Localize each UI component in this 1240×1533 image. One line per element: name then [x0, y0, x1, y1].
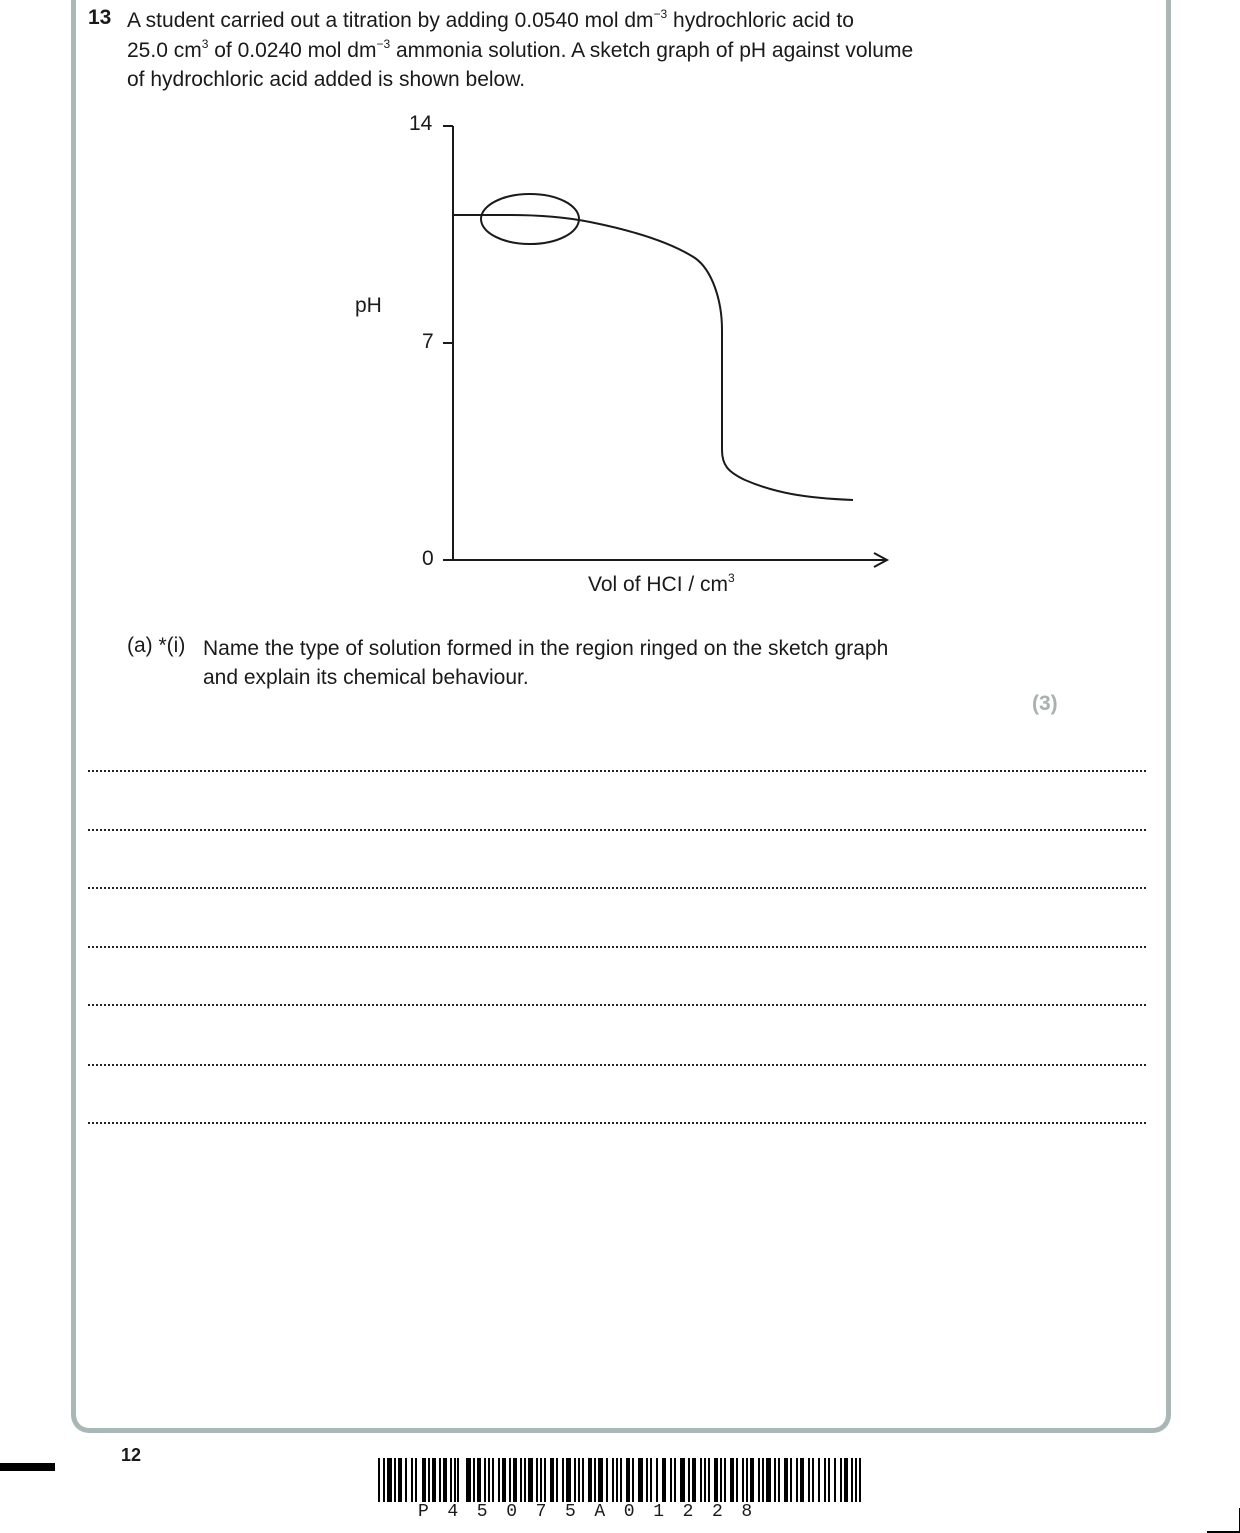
page-number: 12 [121, 1445, 142, 1465]
y-tick-0: 0 [422, 547, 434, 570]
answer-line-4[interactable] [88, 946, 1146, 948]
y-tick-14: 14 [409, 112, 433, 135]
answer-line-3[interactable] [88, 887, 1146, 889]
question-number: 13 [88, 6, 112, 29]
margin-mark [0, 1463, 55, 1471]
marks-allocation: (3) [1032, 692, 1058, 715]
answer-line-2[interactable] [88, 829, 1146, 831]
answer-line-5[interactable] [88, 1004, 1146, 1006]
stem-line-2: 25.0 $cm^3$ of 0.0240 mol $dm^{-3}$ ammonia solution. A sketch graph of pH against volume [127, 36, 914, 62]
stem-line-1: A student carried out a titration by adding 0.0540 mol $dm^{-3}$ hydrochloric acid to [127, 7, 854, 32]
answer-line-7[interactable] [88, 1122, 1146, 1124]
answer-box-frame [71, 0, 1171, 1433]
question-stem [127, 6, 1047, 95]
y-axis-label: pH [355, 294, 382, 317]
x-axis-label: Vol of HCI / $cm^3$ [588, 571, 735, 596]
part-question-text: Name the type of solution formed in the region ringed on the sketch graph and explain its chemical behaviour. [203, 637, 889, 689]
answer-line-6[interactable] [88, 1064, 1146, 1066]
y-tick-7: 7 [422, 330, 434, 353]
stem-line-3: of hydrochloric acid added is shown below. [127, 68, 526, 91]
crop-mark [1207, 1508, 1240, 1533]
part-label: (a) *(i) [127, 634, 186, 657]
answer-line-1[interactable] [88, 770, 1146, 772]
barcode-text: P45075A01228 [418, 1502, 771, 1522]
barcode-icon [378, 1458, 861, 1502]
